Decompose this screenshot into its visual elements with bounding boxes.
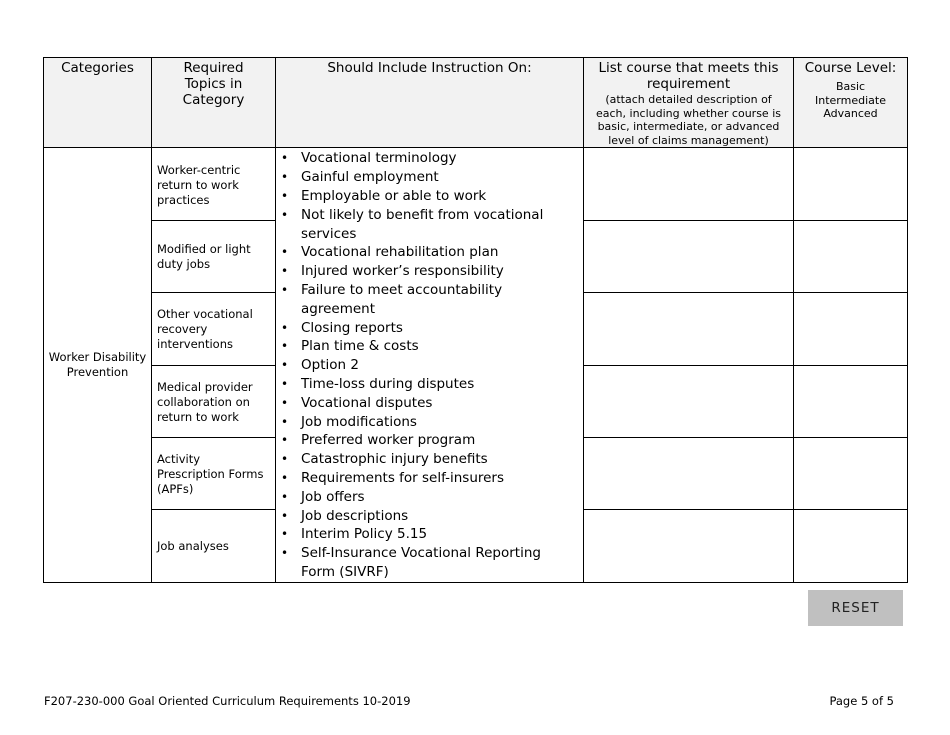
category-cell: Worker Disability Prevention (44, 148, 152, 582)
header-row (44, 58, 908, 148)
list-item: • Preferred worker program (276, 431, 583, 450)
instruction-cell (276, 148, 584, 582)
list-item: • Time-loss during disputes (276, 375, 583, 394)
list-item: • Job modifications (276, 413, 583, 432)
topic-cell: Activity Prescription Forms (APFs) (152, 437, 276, 509)
topic-cell: Job analyses (152, 510, 276, 582)
level-input-cell[interactable] (794, 220, 908, 292)
list-item: • Gainful employment (276, 168, 583, 187)
level-input-cell[interactable] (794, 148, 908, 220)
course-input-cell[interactable] (584, 365, 794, 437)
list-item: • Requirements for self-insurers (276, 469, 583, 488)
form-id: F207-230-000 Goal Oriented Curriculum Requirements 10-2019 (44, 694, 411, 708)
course-input-cell[interactable] (584, 148, 794, 220)
list-item: • Vocational rehabilitation plan (276, 243, 583, 262)
page-number: Page 5 of 5 (829, 694, 894, 708)
level-input-cell[interactable] (794, 365, 908, 437)
course-input-cell[interactable] (584, 220, 794, 292)
header-required-topics: Required Topics in Category (152, 58, 276, 148)
topic-cell: Worker-centric return to work practices (152, 148, 276, 220)
list-item: • Vocational terminology (276, 149, 583, 168)
list-item: • Job offers (276, 488, 583, 507)
header-categories: Categories (44, 58, 152, 148)
list-item: • Closing reports (276, 319, 583, 338)
reset-button[interactable]: RESET (808, 590, 903, 626)
list-item: • Employable or able to work (276, 187, 583, 206)
header-course: List course that meets this requirement (attach detailed description of each, including whether course is basic, intermediate, or advanced level of claims management) (584, 58, 794, 148)
table-row (44, 148, 908, 220)
topic-cell: Modified or light duty jobs (152, 220, 276, 292)
list-item: • Catastrophic injury benefits (276, 450, 583, 469)
header-course-level: Course Level: Basic Intermediate Advanced (794, 58, 908, 148)
header-instruction: Should Include Instruction On: (276, 58, 584, 148)
list-item: • Interim Policy 5.15 (276, 525, 583, 544)
list-item: • Self-Insurance Vocational Reporting Form (SIVRF) (276, 544, 583, 582)
topic-cell: Other vocational recovery interventions (152, 293, 276, 365)
course-level-options: Basic Intermediate Advanced (815, 80, 886, 121)
instruction-list (276, 148, 583, 581)
level-input-cell[interactable] (794, 437, 908, 509)
list-item: • Failure to meet accountability agreement (276, 281, 583, 319)
course-input-cell[interactable] (584, 293, 794, 365)
course-input-cell[interactable] (584, 510, 794, 582)
list-item: • Vocational disputes (276, 394, 583, 413)
level-input-cell[interactable] (794, 510, 908, 582)
list-item: • Job descriptions (276, 507, 583, 526)
list-item: • Plan time & costs (276, 337, 583, 356)
curriculum-table (43, 57, 908, 583)
list-item: • Not likely to benefit from vocational services (276, 206, 583, 244)
level-input-cell[interactable] (794, 293, 908, 365)
list-item: • Injured worker’s responsibility (276, 262, 583, 281)
list-item: • Option 2 (276, 356, 583, 375)
topic-cell: Medical provider collaboration on return to work (152, 365, 276, 437)
course-input-cell[interactable] (584, 437, 794, 509)
